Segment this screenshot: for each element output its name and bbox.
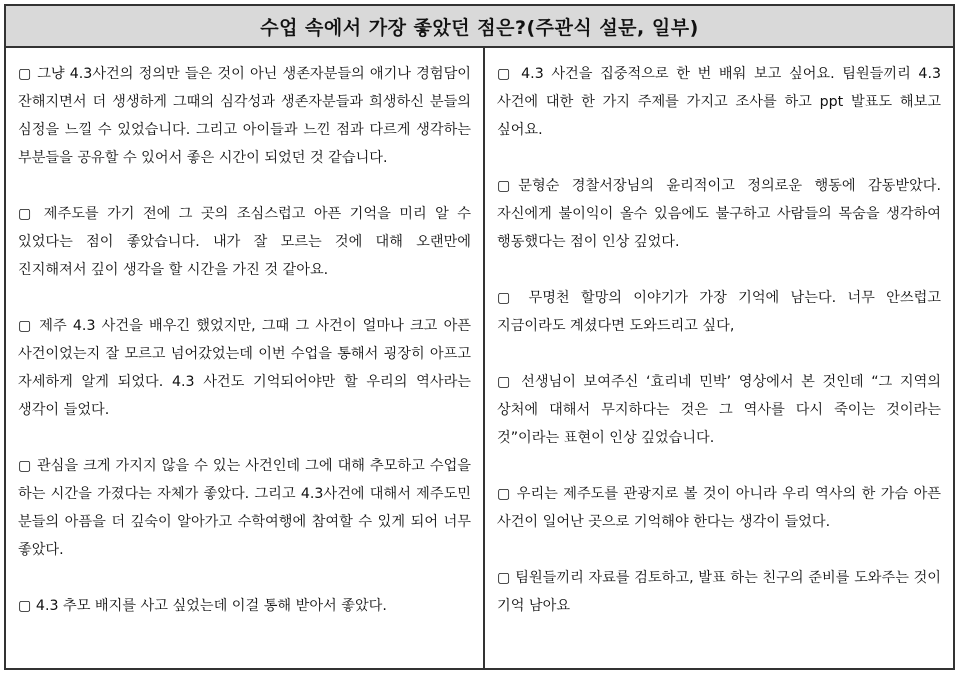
response-item: ▢문형순 경찰서장님의 윤리적이고 정의로운 행동에 감동받았다. 자신에게 불이익이 올수 있음에도 불구하고 사람들의 목숨을 생각하여 행동했다는 점이 인상 깊었다. <box>497 178 941 250</box>
response-item: ▢ 우리는 제주도를 관광지로 볼 것이 아니라 우리 역사의 한 가슴 아픈 사건이 일어난 곳으로 기억해야 한다는 생각이 들었다. <box>497 486 941 530</box>
table-header <box>6 6 953 48</box>
response-item: ▢ 관심을 크게 가지지 않을 수 있는 사건인데 그에 대해 추모하고 수업을 하는 시간을 가졌다는 자체가 좋았다. 그리고 4.3사건에 대해서 제주도민 분들의 아픔을 더 깊숙이 알아가고 수학여행에 참여할 수 있게 되어 너무 좋았다. <box>18 458 471 558</box>
response-item: ▢ 무명천 할망의 이야기가 가장 기억에 남는다. 너무 안쓰럽고 지금이라도 계셨다면 도와드리고 싶다, <box>497 290 941 334</box>
response-item: ▢ 그냥 4.3사건의 정의만 들은 것이 아닌 생존자분들의 애기나 경험담이 잔해지면서 더 생생하게 그때의 심각성과 생존자분들과 희생하신 분들의 심정을 느낄 수 있었습니다. 그리고 아이들과 느낀 점과 다르게 생각하는 부분들을 공유할 수 있어서 좋은 시간이 되었던 것 같습니다. <box>18 66 471 166</box>
response-item: ▢ 4.3 추모 배지를 사고 싶었는데 이걸 통해 받아서 좋았다. <box>18 598 387 614</box>
response-item: ▢ 4.3 사건을 집중적으로 한 번 배워 보고 싶어요. 팀원들끼리 4.3 사건에 대한 한 가지 주제를 가지고 조사를 하고 ppt 발표도 해보고 싶어요. <box>497 66 941 138</box>
response-item: ▢ 팀원들끼리 자료를 검토하고, 발표 하는 친구의 준비를 도와주는 것이 기억 남아요 <box>497 570 941 614</box>
response-item: ▢ 제주 4.3 사건을 배우긴 했었지만, 그때 그 사건이 얼마나 크고 아픈 사건이었는지 잘 모르고 넘어갔었는데 이번 수업을 통해서 굉장히 아프고 자세하게 알게 되었다. 4.3 사건도 기억되어야만 할 우리의 역사라는 생각이 들었다. <box>18 318 471 418</box>
response-columns <box>6 48 953 668</box>
survey-table <box>4 4 955 670</box>
right-column <box>485 48 953 668</box>
response-item: ▢ 선생님이 보여주신 ‘효리네 민박’ 영상에서 본 것인데 “그 지역의 상처에 대해서 무지하다는 것은 그 역사를 다시 죽이는 것이라는 것”이라는 표현이 인상 깊었습니다. <box>497 374 941 446</box>
left-column <box>6 48 485 668</box>
response-item: ▢ 제주도를 가기 전에 그 곳의 조심스럽고 아픈 기억을 미리 알 수 있었다는 점이 좋았습니다. 내가 잘 모르는 것에 대해 오랜만에 진지해져서 깊이 생각을 할 시간을 가진 것 같아요. <box>18 206 471 278</box>
table-title: 수업 속에서 가장 좋았던 점은?(주관식 설문, 일부) <box>260 16 699 39</box>
